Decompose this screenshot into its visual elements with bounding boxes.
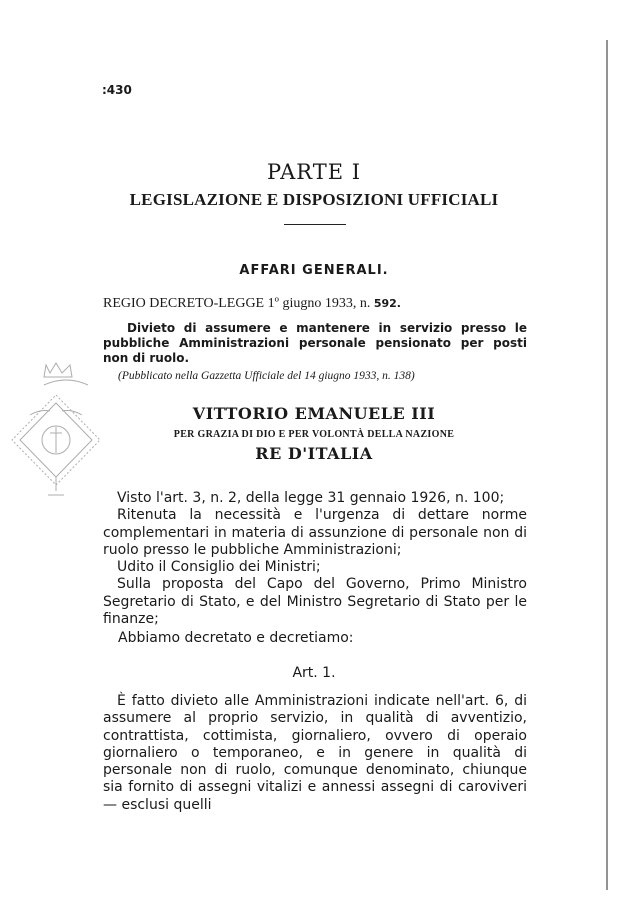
king-title: RE D'ITALIA [255, 444, 373, 463]
page-edge-line [606, 40, 608, 890]
decree-summary: Divieto di assumere e mantenere in servizio presso le pubbliche Amministrazioni personale pensionato per posti non di ruolo. [103, 321, 527, 365]
section-heading: AFFARI GENERALI. [239, 263, 389, 278]
decree-number: 592. [373, 297, 401, 310]
library-stamp-icon [0, 355, 112, 515]
king-grace: PER GRAZIA DI DIO E PER VOLONTÀ DELLA NAZIONE [173, 429, 455, 440]
decree-title [103, 296, 401, 312]
article-label: Art. 1. [292, 665, 336, 681]
part-heading: PARTE I [266, 160, 362, 184]
page-number: :430 [102, 83, 132, 97]
king-name: VITTORIO EMANUELE III [192, 404, 436, 423]
decree-title-text: REGIO DECRETO-LEGGE 1º giugno 1933, n. [103, 296, 371, 311]
preamble-line: Ritenuta la necessità e l'urgenza di dettare norme complementari in materia di assunzione di personale non di ruolo presso le pubbliche Amministrazioni; [103, 507, 527, 558]
publication-note: (Pubblicato nella Gazzetta Ufficiale del 14 giugno 1933, n. 138) [118, 370, 415, 382]
part-title: LEGISLAZIONE E DISPOSIZIONI UFFICIALI [129, 190, 499, 209]
preamble-line: Sulla proposta del Capo del Governo, Primo Ministro Segretario di Stato, e del Ministro Segretario di Stato per le finanze; [103, 576, 527, 628]
title-divider [284, 224, 346, 225]
preamble [103, 490, 527, 628]
preamble-line: Udito il Consiglio dei Ministri; [117, 559, 321, 576]
preamble-line: Visto l'art. 3, n. 2, della legge 31 gennaio 1926, n. 100; [117, 490, 505, 506]
enacting-formula: Abbiamo decretato e decretiamo: [118, 630, 354, 646]
article-text: È fatto divieto alle Amministrazioni indicate nell'art. 6, di assumere al proprio servizio, in qualità di avventizio, contrattista, cottimista, giornaliero, ovvero di operaio giornaliero o temporaneo, e in genere in qualità di personale non di ruolo, comunque denominato, chiunque sia fornito di assegni vitalizi e annessi assegni di caroviveri — esclusi quelli [103, 693, 527, 813]
